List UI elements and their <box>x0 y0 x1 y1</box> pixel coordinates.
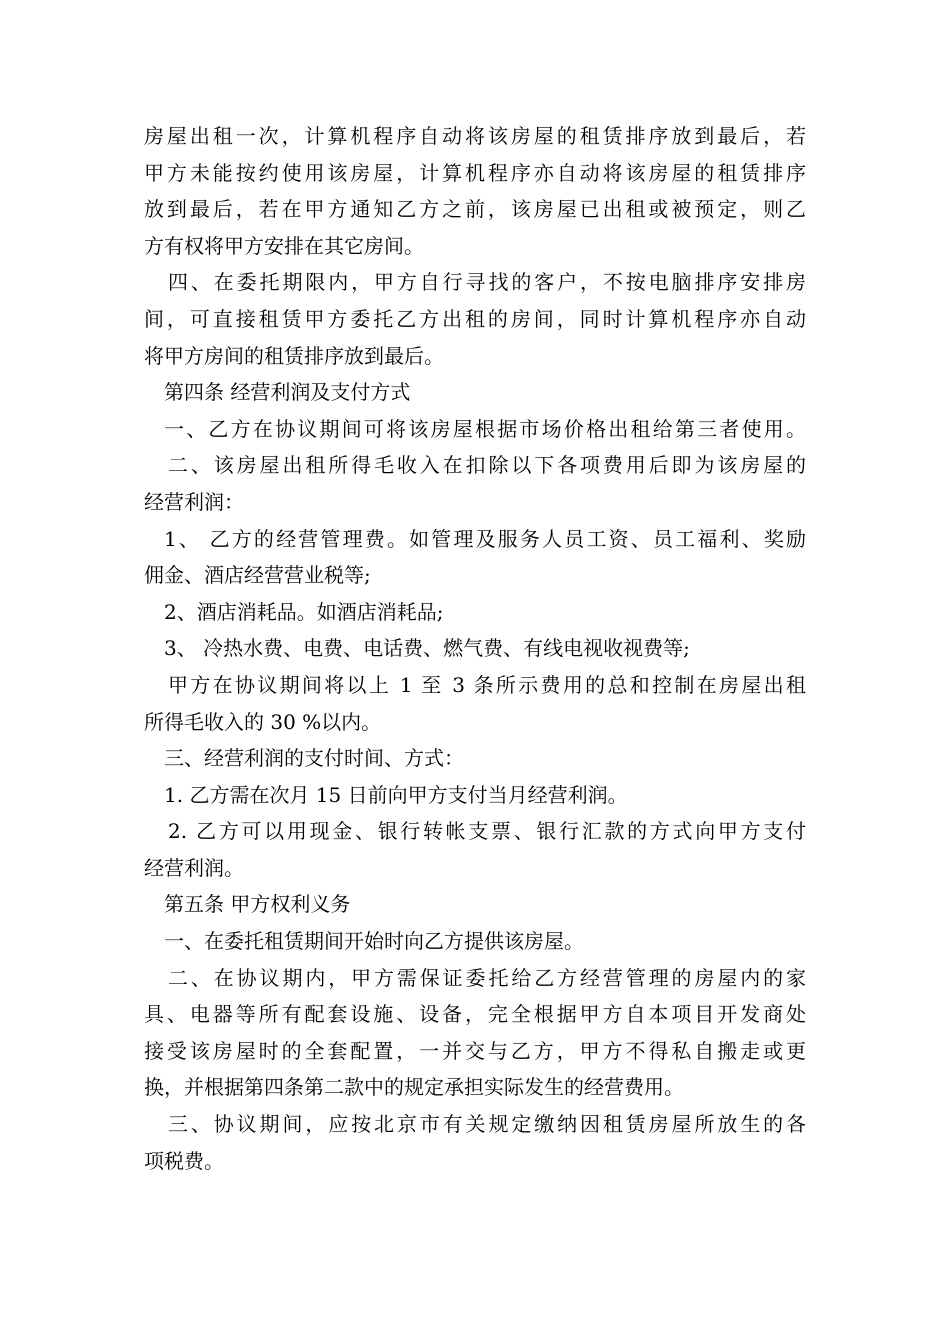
text-line: 具、电器等所有配套设施、设备，完全根据甲方自本项目开发商处 <box>144 1002 806 1027</box>
text-line: 经营利润。 <box>144 855 244 880</box>
text-line: 二、在协议期内，甲方需保证委托给乙方经营管理的房屋内的家 <box>168 965 806 990</box>
text-line: 经营利润： <box>144 489 244 514</box>
text-line: 四、在委托期限内，甲方自行寻找的客户，不按电脑排序安排房 <box>168 270 806 295</box>
section-heading: 第四条 经营利润及支付方式 <box>164 380 411 405</box>
text-line: 三、协议期间，应按北京市有关规定缴纳因租赁房屋所放生的各 <box>168 1112 806 1137</box>
text-line: 2. 乙方可以用现金、银行转帐支票、银行汇款的方式向甲方支付 <box>168 819 806 844</box>
text-line: 换，并根据第四条第二款中的规定承担实际发生的经营费用。 <box>144 1075 684 1100</box>
text-line: 一、在委托租赁期间开始时向乙方提供该房屋。 <box>164 929 584 954</box>
text-line: 2、酒店消耗品。如酒店消耗品; <box>164 599 444 624</box>
text-line: 甲方未能按约使用该房屋，计算机程序亦自动将该房屋的租赁排序 <box>144 160 806 185</box>
text-line: 二、该房屋出租所得毛收入在扣除以下各项费用后即为该房屋的 <box>168 453 806 478</box>
text-line: 方有权将甲方安排在其它房间。 <box>144 233 424 258</box>
text-line: 3、 冷热水费、电费、电话费、燃气费、有线电视收视费等; <box>164 636 690 661</box>
text-line: 佣金、酒店经营营业税等; <box>144 563 371 588</box>
text-line: 所得毛收入的 30 %以内。 <box>144 709 382 734</box>
text-line: 1. 乙方需在次月 15 日前向甲方支付当月经营利润。 <box>164 782 628 807</box>
text-line: 房屋出租一次，计算机程序自动将该房屋的租赁排序放到最后，若 <box>144 124 806 148</box>
section-heading: 第五条 甲方权利义务 <box>164 892 351 917</box>
text-line: 1、 乙方的经营管理费。如管理及服务人员工资、员工福利、奖励 <box>164 526 806 551</box>
text-line: 放到最后，若在甲方通知乙方之前，该房屋已出租或被预定，则乙 <box>144 197 806 222</box>
text-line: 一、乙方在协议期间可将该房屋根据市场价格出租给第三者使用。 <box>164 416 806 441</box>
text-line: 接受该房屋时的全套配置，一并交与乙方，甲方不得私自搬走或更 <box>144 1038 806 1063</box>
text-line: 三、经营利润的支付时间、方式： <box>164 746 464 771</box>
text-line: 甲方在协议期间将以上 1 至 3 条所示费用的总和控制在房屋出租 <box>168 672 806 697</box>
text-line: 将甲方房间的租赁排序放到最后。 <box>144 343 444 368</box>
text-line: 项税费。 <box>144 1148 224 1173</box>
document-body <box>144 118 806 1179</box>
text-line: 间，可直接租赁甲方委托乙方出租的房间，同时计算机程序亦自动 <box>144 306 806 331</box>
